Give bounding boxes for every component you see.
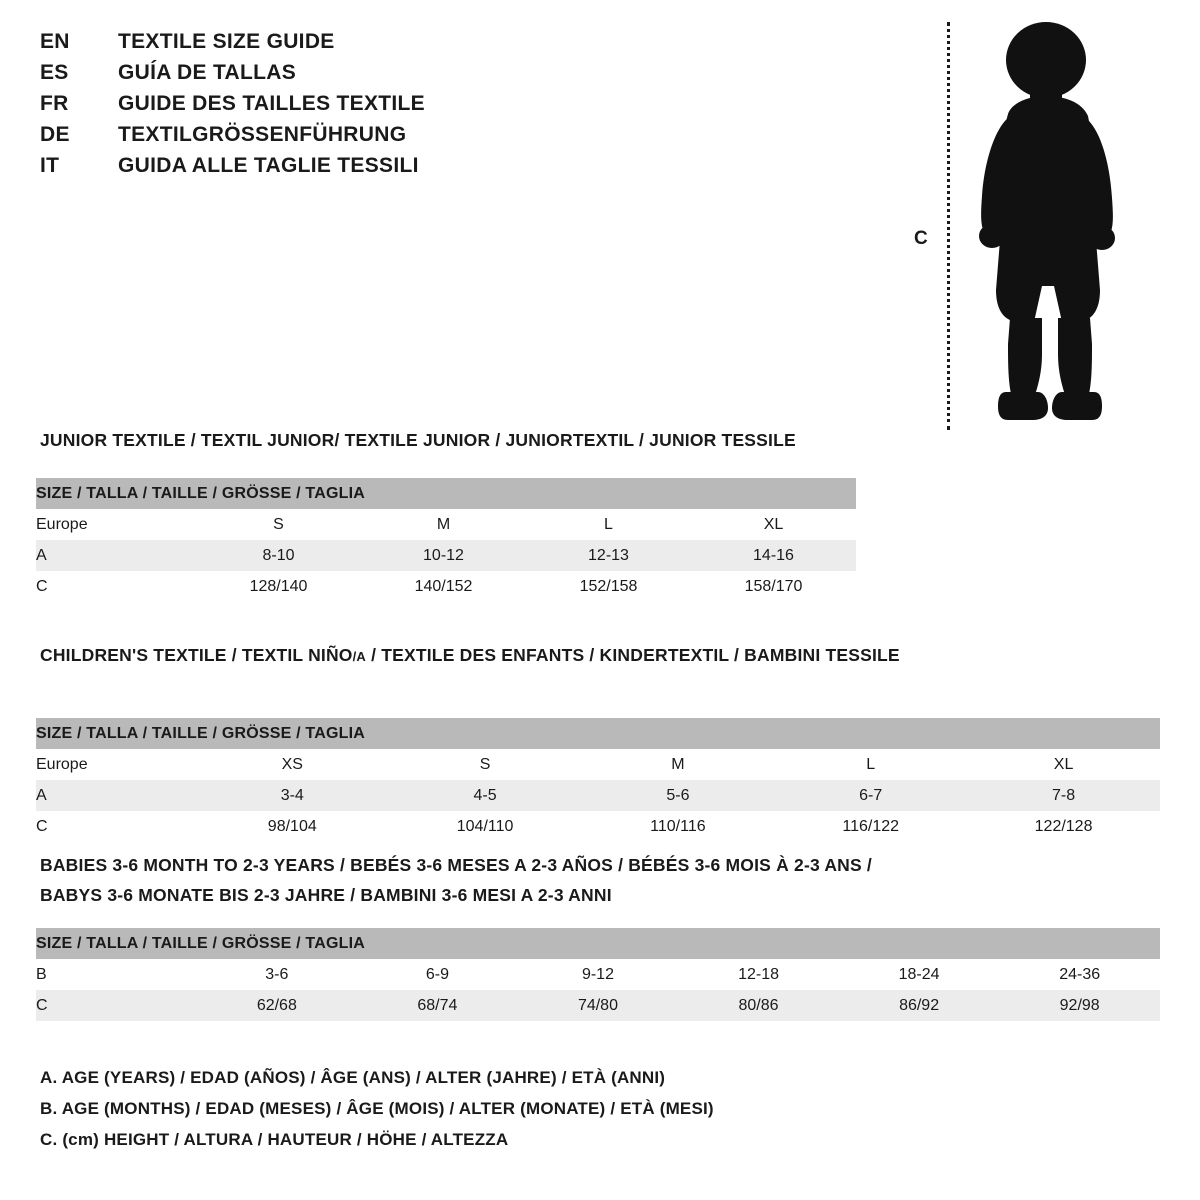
header-row-it — [40, 154, 680, 185]
cell-babies-c-3: 74/80 — [518, 990, 679, 1021]
section-title-children — [40, 645, 900, 666]
cell-junior-europe-2: M — [361, 509, 526, 540]
cell-junior-europe-1: S — [196, 509, 361, 540]
legend-a: A. AGE (YEARS) / EDAD (AÑOS) / ÂGE (ANS) / ALTER (JAHRE) / ETÀ (ANNI) — [40, 1068, 666, 1087]
language-code-en: EN — [40, 30, 70, 53]
height-measure-label: C — [914, 228, 928, 249]
cell-children-c-2: 104/110 — [389, 811, 582, 842]
row-label-a: A — [36, 780, 196, 811]
table-header-band-junior — [36, 478, 856, 509]
cell-children-c-3: 110/116 — [582, 811, 775, 842]
children-size-table — [36, 718, 1160, 842]
language-code-it: IT — [40, 154, 60, 177]
section-title-babies-line1: BABIES 3-6 MONTH TO 2-3 YEARS / BEBÉS 3-6 MESES A 2-3 AÑOS / BÉBÉS 3-6 MOIS À 2-3 ANS / — [40, 855, 872, 875]
guide-title-de: TEXTILGRÖSSENFÜHRUNG — [118, 123, 407, 146]
section-title-children-sub: /A — [352, 649, 367, 664]
language-code-de: DE — [40, 123, 70, 146]
section-title-junior: JUNIOR TEXTILE / TEXTIL JUNIOR/ TEXTILE JUNIOR / JUNIORTEXTIL / JUNIOR TESSILE — [40, 430, 796, 450]
cell-children-europe-3: M — [582, 749, 775, 780]
cell-children-a-2: 4-5 — [389, 780, 582, 811]
cell-junior-a-3: 12-13 — [526, 540, 691, 571]
table-row — [36, 811, 1160, 842]
cell-children-c-4: 116/122 — [774, 811, 967, 842]
band-label-junior: SIZE / TALLA / TAILLE / GRÖSSE / TAGLIA — [36, 478, 856, 509]
table-row — [36, 540, 856, 571]
child-silhouette-icon — [950, 18, 1150, 430]
cell-junior-a-4: 14-16 — [691, 540, 856, 571]
cell-babies-b-6: 24-36 — [999, 959, 1160, 990]
cell-children-a-5: 7-8 — [967, 780, 1160, 811]
cell-babies-c-6: 92/98 — [999, 990, 1160, 1021]
table-row — [36, 959, 1160, 990]
row-label-b: B — [36, 959, 197, 990]
table-row — [36, 780, 1160, 811]
header-row-de — [40, 123, 680, 154]
row-label-c: C — [36, 811, 196, 842]
table-row — [36, 990, 1160, 1021]
cell-children-europe-5: XL — [967, 749, 1160, 780]
cell-junior-c-3: 152/158 — [526, 571, 691, 602]
row-label-europe: Europe — [36, 509, 196, 540]
band-label-babies: SIZE / TALLA / TAILLE / GRÖSSE / TAGLIA — [36, 928, 1160, 959]
table-header-band-children — [36, 718, 1160, 749]
language-code-es: ES — [40, 61, 69, 84]
legend-b: B. AGE (MONTHS) / EDAD (MESES) / ÂGE (MOIS) / ALTER (MONATE) / ETÀ (MESI) — [40, 1099, 714, 1118]
measurement-figure — [900, 10, 1160, 430]
section-title-babies-line2: BABYS 3-6 MONATE BIS 2-3 JAHRE / BAMBINI 3-6 MESI A 2-3 ANNI — [40, 885, 612, 905]
cell-children-europe-4: L — [774, 749, 967, 780]
cell-children-a-3: 5-6 — [582, 780, 775, 811]
cell-babies-b-4: 12-18 — [678, 959, 839, 990]
row-label-c: C — [36, 571, 196, 602]
band-label-children: SIZE / TALLA / TAILLE / GRÖSSE / TAGLIA — [36, 718, 1160, 749]
cell-junior-c-4: 158/170 — [691, 571, 856, 602]
cell-children-a-4: 6-7 — [774, 780, 967, 811]
cell-children-c-5: 122/128 — [967, 811, 1160, 842]
header-row-en — [40, 30, 680, 61]
cell-junior-a-2: 10-12 — [361, 540, 526, 571]
cell-children-europe-1: XS — [196, 749, 389, 780]
cell-babies-b-3: 9-12 — [518, 959, 679, 990]
cell-junior-europe-3: L — [526, 509, 691, 540]
cell-babies-b-2: 6-9 — [357, 959, 518, 990]
guide-title-it: GUIDA ALLE TAGLIE TESSILI — [118, 154, 419, 177]
legend-c: C. (cm) HEIGHT / ALTURA / HAUTEUR / HÖHE / ALTEZZA — [40, 1130, 509, 1149]
guide-title-es: GUÍA DE TALLAS — [118, 61, 297, 84]
section-title-children-post: / TEXTILE DES ENFANTS / KINDERTEXTIL / BAMBINI TESSILE — [366, 645, 900, 665]
table-row — [36, 509, 856, 540]
guide-title-fr: GUIDE DES TAILLES TEXTILE — [118, 92, 425, 115]
table-row — [36, 571, 856, 602]
section-title-children-pre: CHILDREN'S TEXTILE / TEXTIL NIÑO — [40, 645, 353, 665]
cell-babies-c-2: 68/74 — [357, 990, 518, 1021]
language-code-fr: FR — [40, 92, 69, 115]
cell-babies-c-5: 86/92 — [839, 990, 1000, 1021]
junior-size-table — [36, 478, 856, 602]
cell-babies-b-5: 18-24 — [839, 959, 1000, 990]
cell-junior-c-1: 128/140 — [196, 571, 361, 602]
cell-junior-a-1: 8-10 — [196, 540, 361, 571]
table-header-band-babies — [36, 928, 1160, 959]
row-label-a: A — [36, 540, 196, 571]
row-label-c: C — [36, 990, 197, 1021]
cell-babies-c-1: 62/68 — [197, 990, 358, 1021]
cell-babies-b-1: 3-6 — [197, 959, 358, 990]
babies-size-table — [36, 928, 1160, 1021]
cell-children-europe-2: S — [389, 749, 582, 780]
cell-junior-europe-4: XL — [691, 509, 856, 540]
language-title-block — [40, 30, 680, 185]
row-label-europe: Europe — [36, 749, 196, 780]
guide-title-en: TEXTILE SIZE GUIDE — [118, 30, 335, 53]
cell-children-c-1: 98/104 — [196, 811, 389, 842]
legend-block — [40, 1068, 1160, 1161]
cell-children-a-1: 3-4 — [196, 780, 389, 811]
cell-babies-c-4: 80/86 — [678, 990, 839, 1021]
header-row-es — [40, 61, 680, 92]
table-row — [36, 749, 1160, 780]
header-row-fr — [40, 92, 680, 123]
cell-junior-c-2: 140/152 — [361, 571, 526, 602]
